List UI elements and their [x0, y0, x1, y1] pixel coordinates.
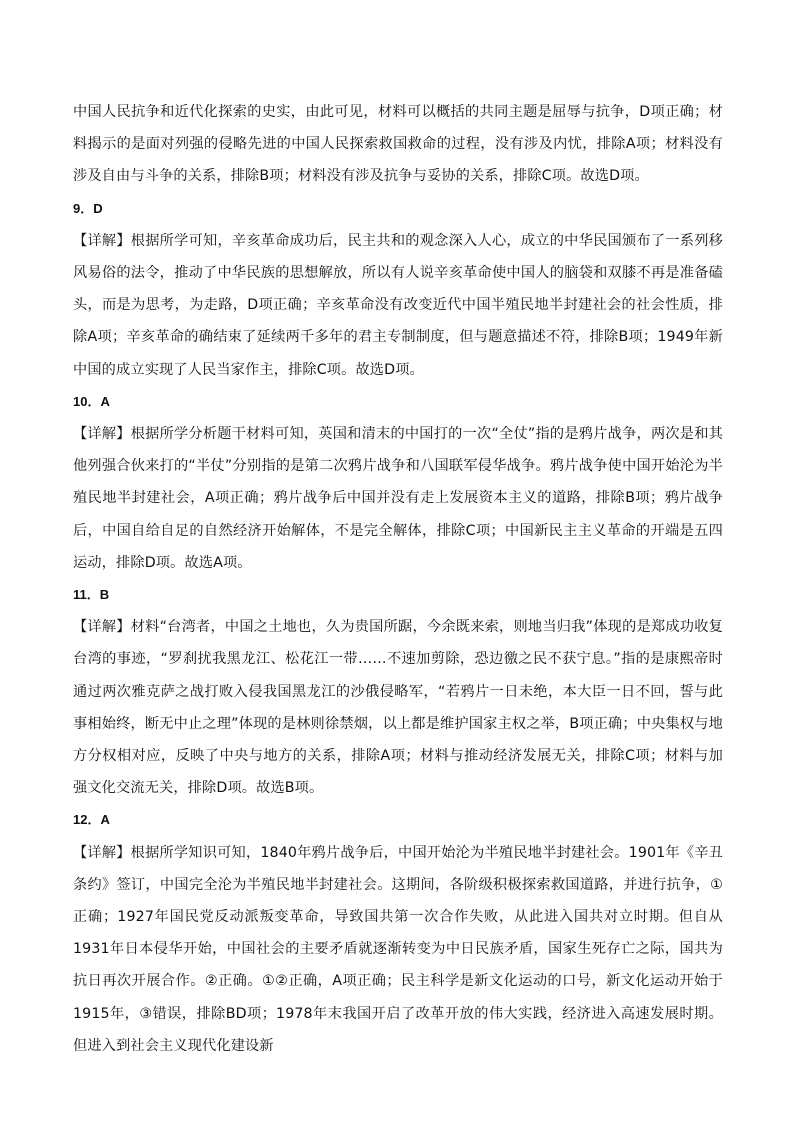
- question-number-12: 12．A: [73, 812, 110, 828]
- question-number-11: 11．B: [73, 587, 110, 603]
- document-page: [73, 96, 723, 1062]
- answer-explanation-10: 【详解】根据所学分析题干材料可知，英国和清末的中国打的一次“全仗”指的是鸦片战争，两次是和其他列强合伙来打的“半仗”分别指的是第二次鸦片战争和八国联军侵华战争。鸦片战争使中国开始沦为半殖民地半封建社会，A项正确；鸦片战争后中国并没有走上发展资本主义的道路，排除B项；鸦片战争后，中国自给自足的自然经济开始解体，不是完全解体，排除C项；中国新民主主义革命的开端是五四运动，排除D项。故选A项。: [73, 426, 723, 571]
- question-number-9: 9．D: [73, 200, 103, 216]
- answer-explanation-12: 【详解】根据所学知识可知，1840年鸦片战争后，中国开始沦为半殖民地半封建社会。1901年《辛丑条约》签订，中国完全沦为半殖民地半封建社会。这期间，各阶级积极探索救国道路，并进行抗争，①正确；1927年国民党反动派叛变革命，导致国共第一次合作失败，从此进入国共对立时期。但自从1931年日本侵华开始，中国社会的主要矛盾就逐渐转变为中日民族矛盾，国家生死存亡之际，国共为抗日再次开展合作。②正确。①②正确，A项正确；民主科学是新文化运动的口号，新文化运动开始于1915年，③错误，排除BD项；1978年末我国开启了改革开放的伟大实践，经济进入高速发展时期。但进入到社会主义现代化建设新: [73, 844, 723, 1054]
- answer-explanation-8-continued: 中国人民抗争和近代化探索的史实，由此可见，材料可以概括的共同主题是屈辱与抗争，D项正确；材料揭示的是面对列强的侵略先进的中国人民探索救国救命的过程，没有涉及内忧，排除A项；材料没有涉及自由与斗争的关系，排除B项；材料没有涉及抗争与妥协的关系，排除C项。故选D项。: [73, 104, 723, 185]
- answer-explanation-11: 【详解】材料“台湾者，中国之土地也，久为贵国所踞，今余既来索，则地当归我”体现的是郑成功收复台湾的事迹，“罗刹扰我黑龙江、松花江一带……不速加剪除，恐边徼之民不获宁息。”指的是康熙帝时通过两次雅克萨之战打败入侵我国黑龙江的沙俄侵略军，“若鸦片一日未绝，本大臣一日不回，誓与此事相始终，断无中止之理”体现的是林则徐禁烟，以上都是维护国家主权之举，B项正确；中央集权与地方分权相对应，反映了中央与地方的关系，排除A项；材料与推动经济发展无关，排除C项；材料与加强文化交流无关，排除D项。故选B项。: [73, 619, 723, 797]
- question-number-10: 10．A: [73, 393, 110, 409]
- answer-explanation-9: 【详解】根据所学可知，辛亥革命成功后，民主共和的观念深入人心，成立的中华民国颁布了一系列移风易俗的法令，推动了中华民族的思想解放，所以有人说辛亥革命使中国人的脑袋和双膝不再是准备磕头，而是为思考，为走路，D项正确；辛亥革命没有改变近代中国半殖民地半封建社会的社会性质，排除A项；辛亥革命的确结束了延续两千多年的君主专制制度，但与题意描述不符，排除B项；1949年新中国的成立实现了人民当家作主，排除C项。故选D项。: [73, 232, 723, 378]
